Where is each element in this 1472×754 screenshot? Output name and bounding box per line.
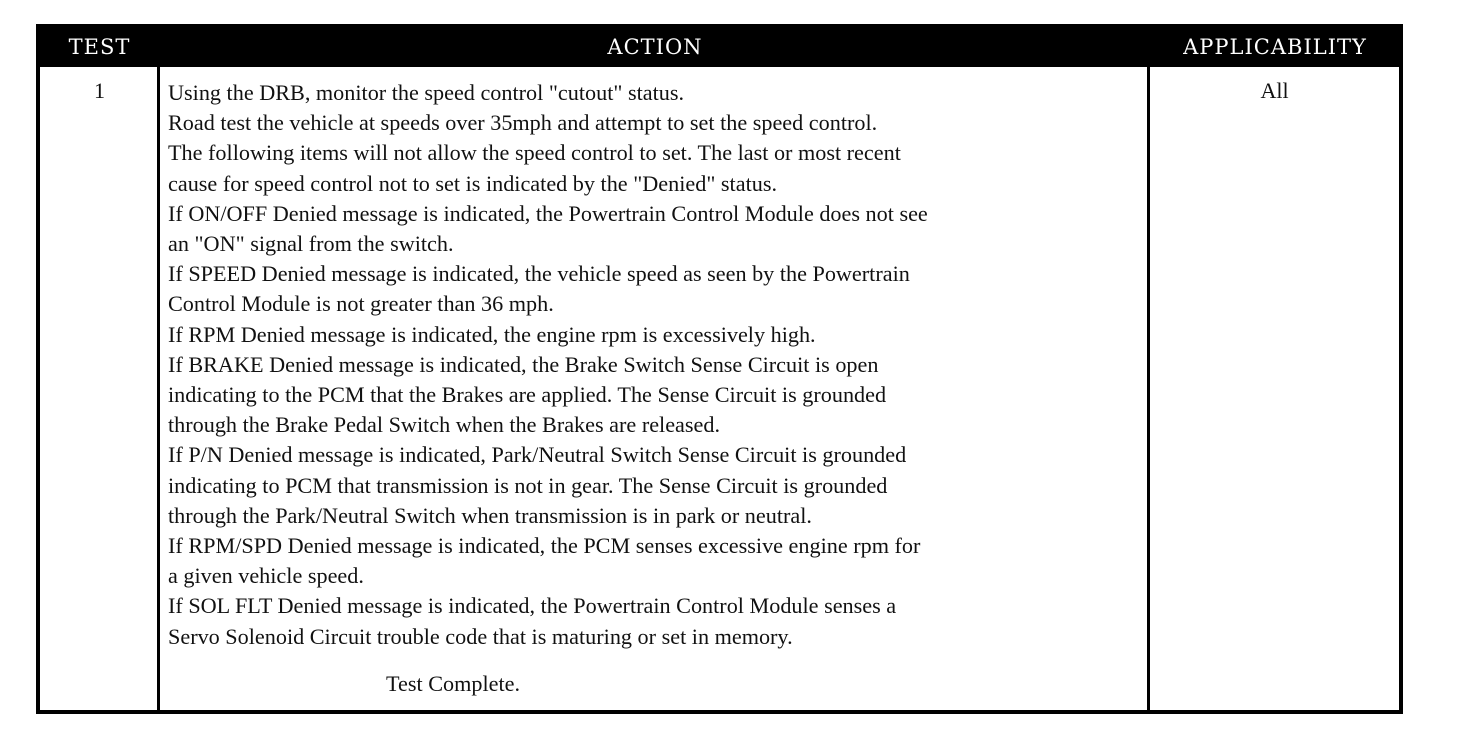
applicability-value: All [1260,78,1289,103]
action-line: Road test the vehicle at speeds over 35mph and attempt to set the speed control. [168,110,878,136]
test-complete-text: Test Complete. [386,671,521,696]
action-line: Using the DRB, monitor the speed control "cutout" status. [168,80,685,105]
column-divider [1147,67,1150,710]
column-divider [157,67,160,710]
action-line: If SOL FLT Denied message is indicated, the Powertrain Control Module senses a [168,593,897,619]
action-line: Control Module is not greater than 36 mph. [168,291,554,317]
table-header-row [40,28,1399,67]
action-line: If SPEED Denied message is indicated, the vehicle speed as seen by the Powertrain [168,261,910,287]
header-applicability: APPLICABILITY [1183,35,1367,59]
test-number: 1 [94,78,105,103]
header-action: ACTION [607,35,703,59]
action-line: through the Park/Neutral Switch when transmission is in park or neutral. [168,502,812,528]
action-line: If RPM Denied message is indicated, the engine rpm is excessively high. [168,321,816,347]
action-line: Servo Solenoid Circuit trouble code that is maturing or set in memory. [168,623,793,649]
action-line: The following items will not allow the speed control to set. The last or most recent [168,140,901,166]
action-line: If BRAKE Denied message is indicated, the Brake Switch Sense Circuit is open [168,351,879,377]
action-line: a given vehicle speed. [168,563,364,589]
header-test: TEST [68,35,131,59]
action-line: an "ON" signal from the switch. [168,231,454,257]
action-line: indicating to the PCM that the Brakes are applied. The Sense Circuit is grounded [168,382,887,408]
action-line: If RPM/SPD Denied message is indicated, the PCM senses excessive engine rpm for [168,533,921,559]
action-line: through the Brake Pedal Switch when the Brakes are released. [168,412,721,438]
action-text [168,78,1142,652]
diagnostic-test-table [36,24,1403,714]
action-line: If ON/OFF Denied message is indicated, the Powertrain Control Module does not see [168,200,928,226]
action-line: indicating to PCM that transmission is not in gear. The Sense Circuit is grounded [168,472,888,498]
action-line: cause for speed control not to set is indicated by the "Denied" status. [168,170,778,196]
action-line: If P/N Denied message is indicated, Park/Neutral Switch Sense Circuit is grounded [168,442,907,468]
